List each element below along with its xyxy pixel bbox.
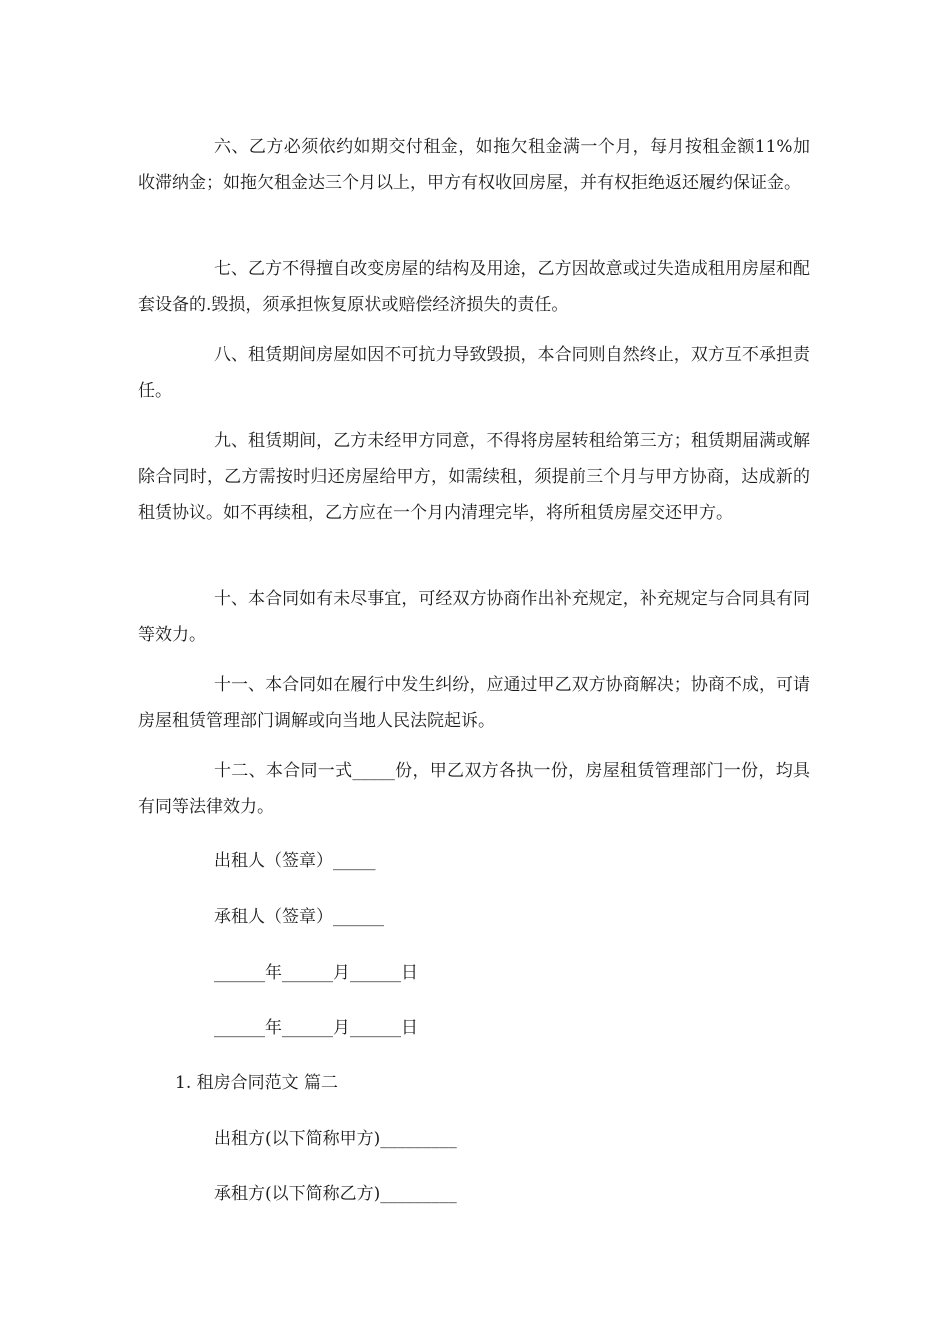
clause-9: 九、租赁期间，乙方未经甲方同意，不得将房屋转租给第三方；租赁期届满或解除合同时，乙方需按时归还房屋给甲方，如需续租，须提前三个月与甲方协商，达成新的租赁协议。如不再续租，乙方应在一个月内清理完毕，将所租赁房屋交还甲方。 [138,431,810,523]
section-heading: 1. 租房合同范文 篇二 [175,1073,339,1093]
clause-7: 七、乙方不得擅自改变房屋的结构及用途，乙方因故意或过失造成租用房屋和配套设备的.毁损，须承担恢复原状或赔偿经济损失的责任。 [138,259,810,315]
date-line-2: ______年______月______日 [214,1018,418,1038]
date-line-1: ______年______月______日 [214,963,418,983]
lessee-signature-line: 承租人（签章）______ [214,907,384,927]
party-a-line: 出租方(以下简称甲方)_________ [214,1129,457,1149]
clause-11: 十一、本合同如在履行中发生纠纷，应通过甲乙双方协商解决；协商不成，可请房屋租赁管理部门调解或向当地人民法院起诉。 [138,675,810,731]
clause-6: 六、乙方必须依约如期交付租金，如拖欠租金满一个月，每月按租金额11%加收滞纳金；如拖欠租金达三个月以上，甲方有权收回房屋，并有权拒绝返还履约保证金。 [138,137,810,193]
clause-8: 八、租赁期间房屋如因不可抗力导致毁损，本合同则自然终止，双方互不承担责任。 [138,345,810,401]
party-b-line: 承租方(以下简称乙方)_________ [214,1184,457,1204]
lessor-signature-line: 出租人（签章）_____ [214,851,376,871]
clause-12: 十二、本合同一式_____份，甲乙双方各执一份，房屋租赁管理部门一份，均具有同等法律效力。 [138,761,810,817]
clause-10: 十、本合同如有未尽事宜，可经双方协商作出补充规定，补充规定与合同具有同等效力。 [138,589,810,645]
